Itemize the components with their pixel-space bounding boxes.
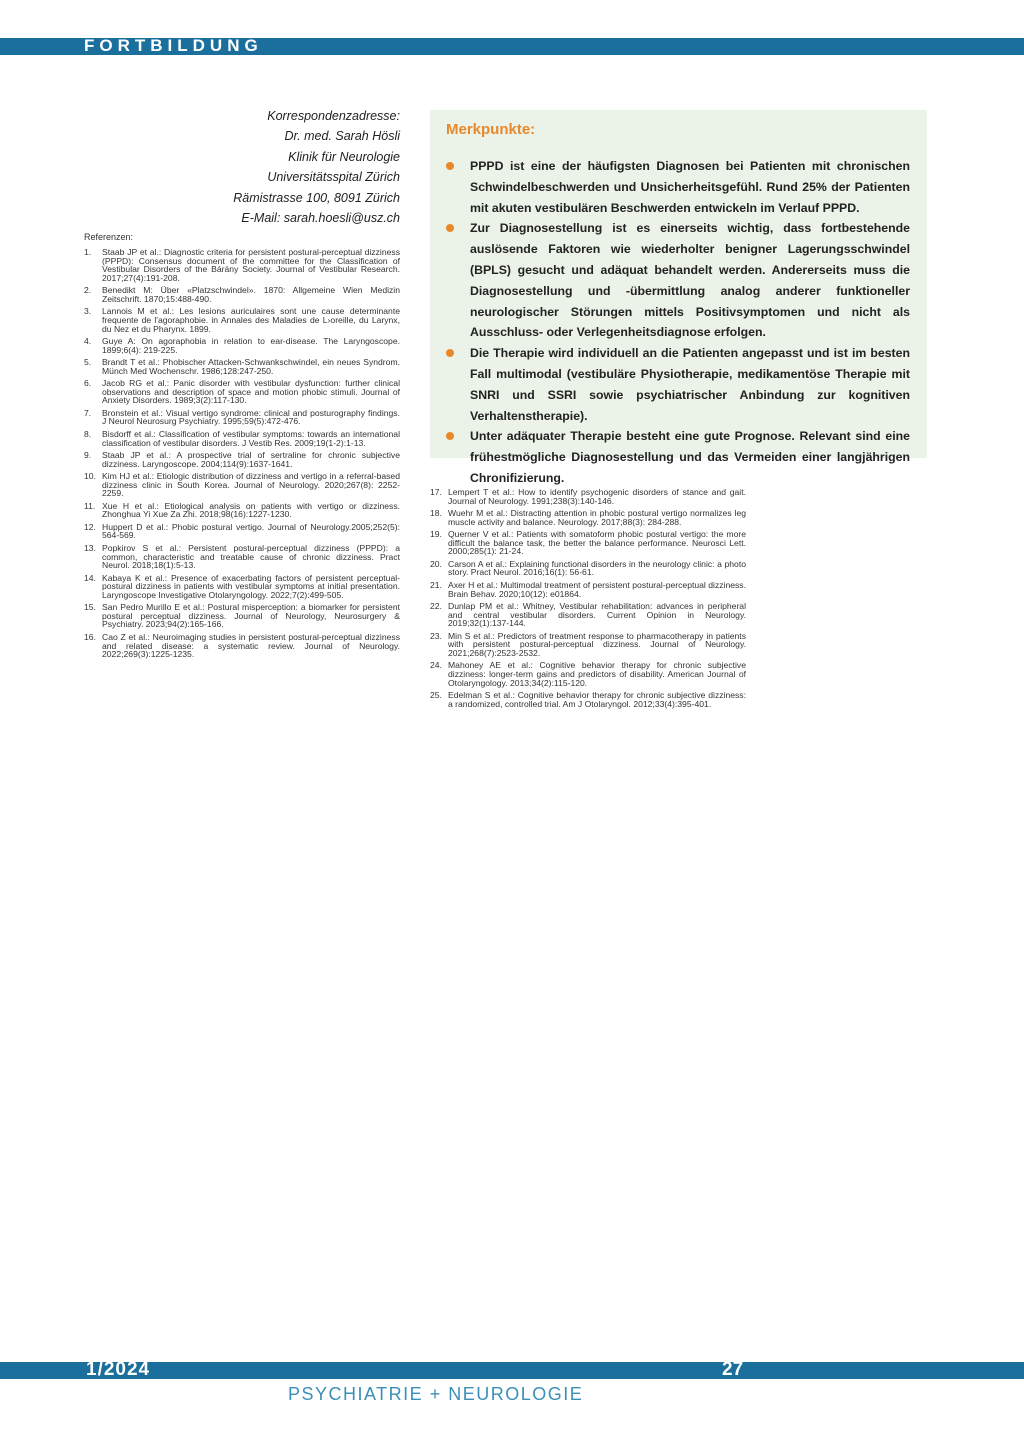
reference-number: 18. [430, 508, 442, 519]
reference-item [84, 286, 400, 303]
reference-item [430, 560, 746, 577]
address-email: E-Mail: sarah.hoesli@usz.ch [241, 211, 400, 226]
reference-number: 24. [430, 660, 442, 671]
reference-item [430, 632, 746, 658]
reference-item [430, 602, 746, 628]
reference-text: Bronstein et al.: Visual vertigo syndrome: clinical and posturography findings. J Neurol Neurosurg Psychiatry. 1995;59(5):472-476. [102, 407, 400, 427]
reference-item [84, 337, 400, 354]
reference-item [430, 661, 746, 687]
reference-item [84, 358, 400, 375]
footer-bar [0, 1362, 1024, 1379]
journal-name: PSYCHIATRIE + NEUROLOGIE [288, 1384, 584, 1404]
merkpunkt-text: Unter adäquater Therapie besteht eine gute Prognose. Relevant sind eine frühestmögliche Diagnosestellung und das Vermeiden einer langjährigen Chronifizierung. [470, 429, 910, 485]
reference-text: Xue H et al.: Etiological analysis on patients with vertigo or dizziness. Zhonghua Yi Xue Za Zhi. 2018;98(16):1227-1230. [102, 500, 400, 520]
correspondence-address [200, 106, 400, 228]
bullet-icon [446, 224, 454, 232]
merkpunkte-box [430, 110, 927, 485]
reference-text: Cao Z et al.: Neuroimaging studies in persistent postural-perceptual dizziness and related disease: a systematic review. Journal of Neurology. 2022;269(3):1225-1235. [102, 631, 400, 660]
reference-number: 11. [84, 500, 96, 511]
address-line: Korrespondenzadresse: [267, 109, 400, 123]
merkpunkte-list [446, 156, 910, 489]
reference-text: Brandt T et al.: Phobischer Attacken-Schwankschwindel, ein neues Syndrom. Münch Med Wochenschr. 1986;128:247-250. [102, 357, 400, 376]
reference-item [84, 307, 400, 333]
references-list-left [84, 248, 400, 663]
reference-item [84, 430, 400, 447]
reference-text: Huppert D et al.: Phobic postural vertigo. Journal of Neurology.2005;252(5): 564-569. [102, 521, 400, 541]
reference-item [430, 488, 746, 505]
reference-text: Wuehr M et al.: Distracting attention in phobic postural vertigo normalizes leg muscle activity and balance. Neurology. 2017;88(3): 284-288. [448, 508, 746, 527]
reference-text: Carson A et al.: Explaining functional disorders in the neurology clinic: a photo story. Pract Neurol. 2016;16(1): 56-61. [448, 558, 746, 578]
reference-text: Staab JP et al.: A prospective trial of sertraline for chronic subjective dizziness. Laryngoscope. 2004;114(9):1637-1641. [102, 450, 400, 469]
reference-item [84, 472, 400, 498]
reference-text: Edelman S et al.: Cognitive behavior therapy for chronic subjective dizziness: a randomized, controlled trial. Am J Otolaryngol. 2012;33(4):395-401. [448, 690, 746, 709]
reference-number: 6. [84, 378, 92, 389]
reference-text: Kabaya K et al.: Presence of exacerbating factors of persistent perceptual-postural dizziness in patients with vestibular symptoms at initial presentation. Laryngoscope Investigative Otolaryngology. 2022;7(2):499-505. [102, 572, 400, 600]
reference-item [84, 523, 400, 540]
reference-number: 5. [84, 357, 92, 368]
reference-text: Querner V et al.: Patients with somatoform phobic postural vertigo: the more difficult the balance task, the better the balance performance. Neurosci Lett. 2000;285(1): 21-24. [448, 529, 746, 557]
merkpunkt-item [446, 426, 910, 488]
bullet-icon [446, 349, 454, 357]
reference-item [84, 544, 400, 570]
merkpunkt-item [446, 218, 910, 343]
reference-number: 20. [430, 558, 442, 569]
reference-text: Kim HJ et al.: Etiologic distribution of dizziness and vertigo in a referral-based dizziness clinic in South Korea. Journal of Neurology. 2020;267(8): 2252-2259. [102, 471, 400, 499]
reference-text: Popkirov S et al.: Persistent postural-perceptual dizziness (PPPD): a common, characteristic and treatable cause of chronic dizziness. Pract Neurol. 2018;18(1):5-13. [102, 542, 400, 571]
address-line: Universitätsspital Zürich [267, 170, 400, 185]
issue-number: 1/2024 [86, 1359, 151, 1380]
address-line: Dr. med. Sarah Hösli [284, 129, 400, 144]
reference-text: Benedikt M: Über «Platzschwindel». 1870: Allgemeine Wien Medizin Zeitschrift. 1870;15:488-490. [102, 285, 400, 304]
reference-text: Bisdorff et al.: Classification of vestibular symptoms: towards an international classification of vestibular disorders. J Vestib Res. 2009;19(1-2):1-13. [102, 428, 400, 448]
reference-item [84, 574, 400, 600]
page-number: 27 [722, 1359, 744, 1380]
reference-item [430, 581, 746, 598]
merkpunkt-text: Zur Diagnosestellung ist es einerseits wichtig, dass fortbestehende auslösende Faktoren wie wiederholter benigner Lagerungsschwindel (BPLS) gesucht und adäquat behandelt werden. Andererseits muss die Diagnosestellung und -übermittlung analog anderer funktioneller neurologischer Störungen mittels Positivsymptomen und nicht als Ausschluss- oder Verlegenheitsdiagnose erfolgen. [470, 221, 910, 340]
reference-number: 14. [84, 572, 96, 583]
reference-number: 21. [430, 579, 442, 590]
reference-number: 23. [430, 630, 442, 641]
reference-text: Jacob RG et al.: Panic disorder with vestibular dysfunction: further clinical observations and description of space and motion phobic stimuli. Journal of Anxiety Disorders. 1989;3(2):117-130. [102, 378, 400, 406]
reference-text: Min S et al.: Predictors of treatment response to pharmacotherapy in patients with persistent postural-perceptual dizziness. Journal of Neurology. 2021;268(7):2523-2532. [448, 630, 746, 658]
reference-item [84, 603, 400, 629]
reference-number: 16. [84, 631, 96, 642]
references-heading: Referenzen: [84, 232, 134, 242]
reference-item [84, 502, 400, 519]
reference-number: 12. [84, 521, 96, 532]
reference-item [84, 379, 400, 405]
reference-item [430, 509, 746, 526]
reference-number: 15. [84, 602, 96, 613]
reference-item [84, 451, 400, 468]
reference-number: 7. [84, 407, 92, 418]
reference-text: Staab JP et al.: Diagnostic criteria for persistent postural-perceptual dizziness (PPPD): Consensus document of the committee for the Classification of Vestibular Disorders of the Bárány Society. Journal of Vestibular Research. 2017;27(4):191-208. [102, 247, 400, 283]
address-line: Klinik für Neurologie [288, 149, 400, 164]
bullet-icon [446, 432, 454, 440]
merkpunkt-item [446, 343, 910, 426]
reference-text: Axer H et al.: Multimodal treatment of persistent postural-perceptual dizziness. Brain Behav. 2020;10(12): e01864. [448, 579, 746, 599]
reference-text: San Pedro Murillo E et al.: Postural misperception: a biomarker for persistent postural perceptual dizziness. Journal of Neurology, Neurosurgery & Psychiatry. 2023;94(2):165-166. [102, 602, 400, 630]
reference-number: 17. [430, 487, 442, 497]
reference-item [430, 691, 746, 708]
reference-number: 10. [84, 471, 96, 482]
section-label: FORTBILDUNG [84, 36, 263, 55]
reference-number: 13. [84, 542, 96, 553]
references-list-right [430, 488, 746, 712]
address-line: Rämistrasse 100, 8091 Zürich [233, 190, 400, 205]
reference-text: Mahoney AE et al.: Cognitive behavior therapy for chronic subjective dizziness: longer-term gains and predictors of disability. American Journal of Otolaryngology. 2013;34(2):115-120. [448, 660, 746, 688]
reference-item [84, 633, 400, 659]
reference-item [84, 248, 400, 282]
merkpunkt-text: PPPD ist eine der häufigsten Diagnosen bei Patienten mit chronischen Schwindelbeschwerden und Unsicherheitsgefühl. Rund 25% der Patienten mit akuten vestibulären Beschwerden entwickeln im Verlauf PPPD. [470, 159, 910, 215]
merkpunkte-title: Merkpunkte: [446, 121, 536, 138]
reference-text: Guye A: On agoraphobia in relation to ear-disease. The Laryngoscope. 1899;6(4): 219-225. [102, 336, 400, 355]
reference-item [84, 409, 400, 426]
reference-number: 1. [84, 247, 92, 257]
reference-number: 22. [430, 600, 442, 611]
reference-number: 2. [84, 285, 92, 296]
reference-text: Dunlap PM et al.: Whitney, Vestibular rehabilitation: advances in peripheral and central vestibular disorders. Current Opinion in Neurology. 2019;32(1):137-144. [448, 600, 746, 629]
reference-text: Lannois M et al.: Les lesions auriculaires sont une cause determinante frequente de l'agoraphobie. in Annales des Maladies de L›oreille, du Larynx, du Nez et du Pharynx. 1899. [102, 306, 400, 334]
reference-number: 9. [84, 450, 92, 460]
reference-item [430, 530, 746, 556]
merkpunkt-item [446, 156, 910, 218]
reference-number: 19. [430, 529, 442, 540]
reference-number: 4. [84, 336, 92, 347]
reference-number: 25. [430, 690, 442, 700]
reference-text: Lempert T et al.: How to identify psychogenic disorders of stance and gait. Journal of Neurology. 1991;238(3):140-146. [448, 487, 746, 506]
merkpunkt-text: Die Therapie wird individuell an die Patienten angepasst und ist im besten Fall multimodal (vestibuläre Physiotherapie, medikamentöse Therapie mit SNRI und SSRI sowie psychiatrischer Anbindung zur kognitiven Verhaltenstherapie). [470, 346, 910, 423]
bullet-icon [446, 162, 454, 170]
reference-number: 3. [84, 306, 92, 317]
reference-number: 8. [84, 428, 92, 439]
